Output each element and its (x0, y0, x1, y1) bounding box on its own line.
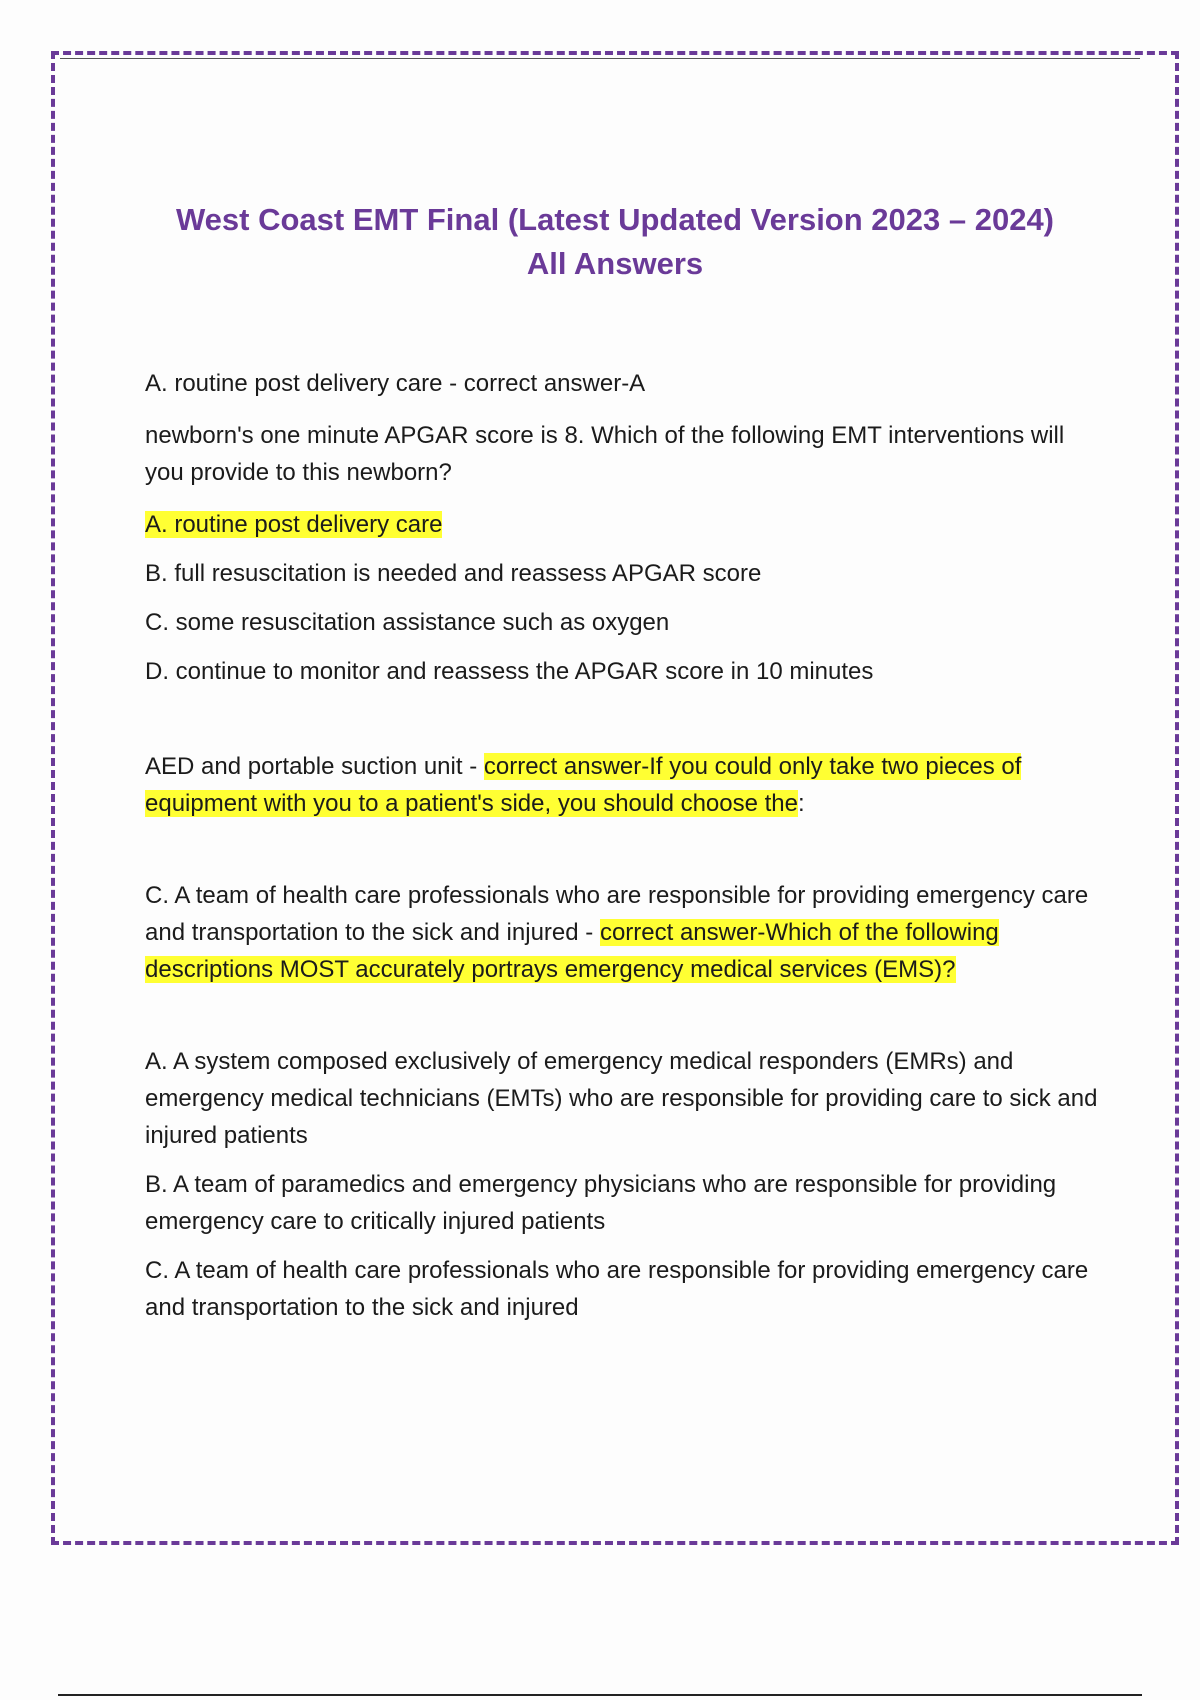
q1-answer-line: A. routine post delivery care - correct answer-A (145, 370, 646, 397)
q3-option-c: C. A team of health care professionals who are responsible for providing emergency care and transportation to the sick and injured (145, 1257, 1089, 1321)
q1-question: newborn's one minute APGAR score is 8. Which of the following EMT interventions will you provide to this newborn? (145, 422, 1065, 486)
document-title (100, 198, 1130, 286)
q3-question-highlight: correct answer-Which of the following descriptions MOST accurately portrays emergency medical services (EMS)? (145, 919, 999, 983)
header-rule (60, 58, 1140, 59)
footer-rule (58, 1694, 1142, 1696)
q1-option-d: D. continue to monitor and reassess the APGAR score in 10 minutes (145, 658, 874, 685)
title-line-2: All Answers (526, 246, 704, 281)
q3-block (145, 877, 1100, 988)
document-body (145, 365, 1100, 1326)
q3-option-a: A. A system composed exclusively of emergency medical responders (EMRs) and emergency medical technicians (EMTs) who are responsible for providing care to sick and injured patients (145, 1048, 1098, 1149)
q2-suffix: : (798, 790, 805, 817)
q2-block (145, 748, 1100, 822)
q2-answer: AED and portable suction unit - (145, 753, 484, 780)
q1-option-b: B. full resuscitation is needed and reassess APGAR score (145, 560, 762, 587)
q1-option-a-highlight: A. routine post delivery care (145, 511, 443, 538)
title-line-1: West Coast EMT Final (Latest Updated Version 2023 – 2024) (175, 202, 1055, 237)
q1-option-a (145, 506, 1100, 543)
q2-question-highlight: correct answer-If you could only take two pieces of equipment with you to a patient's side, you should choose the (145, 753, 1022, 817)
q3-answer: C. A team of health care professionals who are responsible for providing emergency care and transportation to the sick and injured - (145, 882, 1089, 946)
q1-option-c: C. some resuscitation assistance such as oxygen (145, 609, 670, 636)
q3-option-b: B. A team of paramedics and emergency physicians who are responsible for providing emergency care to critically injured patients (145, 1171, 1057, 1235)
